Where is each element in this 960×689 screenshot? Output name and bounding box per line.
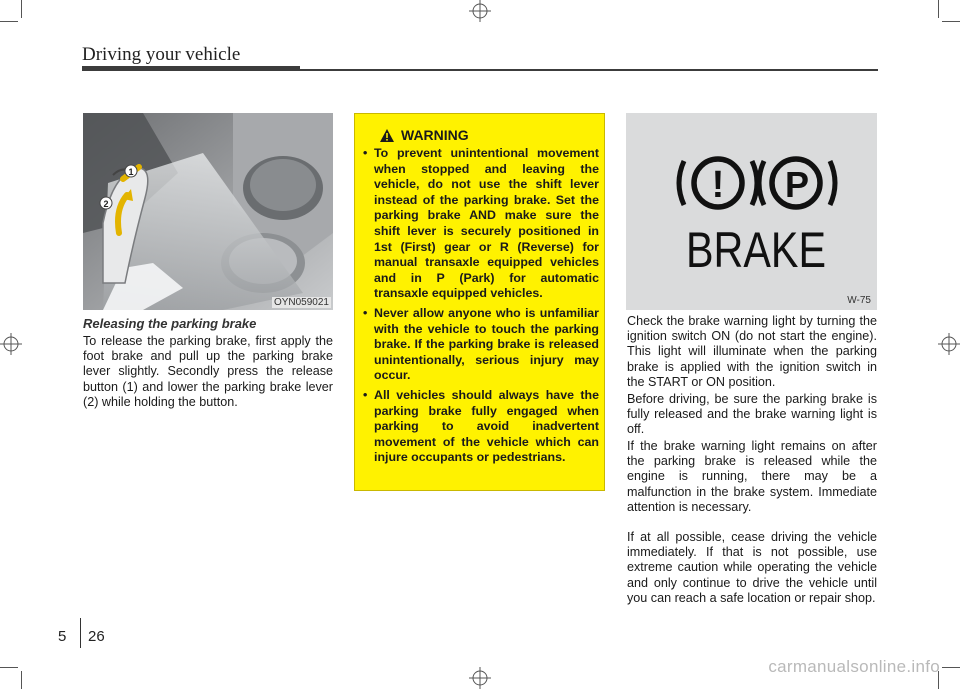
crop-mark <box>0 667 18 668</box>
header-rule-thin <box>300 69 878 71</box>
page-number-divider <box>80 618 81 648</box>
warning-item: • Never allow anyone who is unfamiliar with the vehicle to touch the parking brake. If the parking brake is released unintentionally, serious injury may occur. <box>363 305 599 383</box>
page-header-title: Driving your vehicle <box>82 44 241 65</box>
warning-title <box>379 127 469 143</box>
crop-mark <box>942 21 960 22</box>
parking-brake-figure <box>83 113 333 310</box>
registration-mark-icon <box>0 333 22 355</box>
registration-mark-icon <box>469 0 491 22</box>
brake-word: BRAKE <box>686 222 826 278</box>
warning-title-text: WARNING <box>401 127 469 143</box>
crop-mark <box>0 21 18 22</box>
p-glyph: P <box>784 164 810 205</box>
right-paragraph-3: If the brake warning light remains on after the parking brake is released while the engine is running, there may be a malfunction in the brake system. Immediate attention is necessary. <box>627 439 877 514</box>
crop-mark <box>21 0 22 18</box>
warning-list <box>363 146 599 470</box>
warning-triangle-icon <box>379 128 395 143</box>
crop-mark <box>942 667 960 668</box>
callout-2: 2 <box>103 199 109 209</box>
brake-warning-light-figure <box>626 113 877 310</box>
crop-mark <box>938 0 939 18</box>
registration-mark-icon <box>938 333 960 355</box>
page-number: 26 <box>88 628 105 645</box>
callout-1: 1 <box>128 167 134 177</box>
brake-warning-light-icon <box>626 113 877 310</box>
parking-brake-lever-illustration <box>83 113 333 310</box>
crop-mark <box>21 671 22 689</box>
exclamation-glyph: ! <box>711 164 725 206</box>
warning-box <box>354 113 605 491</box>
watermark: carmanualsonline.info <box>768 657 940 676</box>
figure-code-label: OYN059021 <box>273 297 329 308</box>
figure-caption: Releasing the parking brake <box>83 316 257 331</box>
right-paragraph-2: Before driving, be sure the parking brake is fully released and the brake warning light is off. <box>627 392 877 437</box>
header-rule-thick <box>82 66 300 71</box>
section-number: 5 <box>58 628 67 645</box>
right-paragraph-4: If at all possible, cease driving the vehicle immediately. If that is not possible, use extreme caution while operating the vehicle and only continue to drive the vehicle until you can reach a safe location or repair shop. <box>627 530 877 605</box>
right-paragraph-1: Check the brake warning light by turning the ignition switch ON (do not start the engine). This light will illuminate when the parking brake is applied with the ignition switch in the START or ON position. <box>627 314 877 389</box>
warning-item: • All vehicles should always have the parking brake fully engaged when parking to avoid inadvertent movement of the vehicle which can injure occupants or pedestrians. <box>363 387 599 465</box>
warning-item: • To prevent unintentional movement when stopped and leaving the vehicle, do not use the shift lever instead of the parking brake. Set the parking brake AND make sure the shift lever is securely positioned in 1st (First) gear or R (Reverse) for manual transaxle equipped vehicles and in P (Park) for automatic transaxle equipped vehicles. <box>363 146 599 301</box>
registration-mark-icon <box>469 667 491 689</box>
figure-code-label: W-75 <box>847 295 871 306</box>
release-instructions-paragraph: To release the parking brake, first apply the foot brake and pull up the parking brake lever slightly. Secondly press the release button (1) and lower the parking brake lever (2) while holding the button. <box>83 334 333 409</box>
